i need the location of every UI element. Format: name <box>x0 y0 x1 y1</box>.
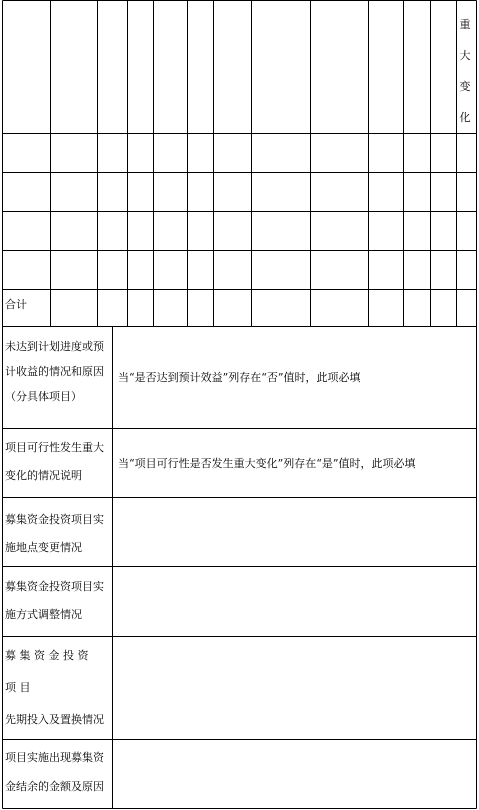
vertical-header-char: 大 <box>459 49 471 62</box>
label-line: （分具体项目） <box>5 390 82 403</box>
section-label-location-change <box>5 511 104 555</box>
label-line: 募 集 资 金 投 资 <box>5 649 89 662</box>
section-label-method-adjustment <box>5 578 104 622</box>
section-desc-unmet-progress: 当“是否达到预计效益”列存在“否”值时，此项必填 <box>118 371 361 384</box>
vertical-header-char: 变 <box>459 80 471 93</box>
section-label-feasibility-change <box>5 439 104 483</box>
label-line: 项目实施出现募集资 <box>5 751 104 764</box>
vertical-header-char: 重 <box>459 18 471 31</box>
label-line: 施方式调整情况 <box>5 608 82 621</box>
total-label: 合计 <box>5 298 27 311</box>
label-line: 先期投入及置换情况 <box>5 713 104 726</box>
section-label-unmet-progress <box>5 338 104 404</box>
label-line: 募集资金投资项目实 <box>5 513 104 526</box>
section-label-surplus-funds <box>5 749 104 794</box>
section-label-prior-investment <box>5 647 104 727</box>
label-line: 施地点变更情况 <box>5 541 82 554</box>
label-line: 计收益的情况和原因 <box>5 365 104 378</box>
label-line: 项目可行性发生重大 <box>5 441 104 454</box>
vertical-header-char: 化 <box>459 111 471 124</box>
section-desc-feasibility-change: 当“项目可行性是否发生重大变化”列存在“是”值时，此项必填 <box>118 457 416 470</box>
label-line: 项 目 <box>5 681 31 694</box>
label-line: 募集资金投资项目实 <box>5 580 104 593</box>
label-line: 未达到计划进度或预 <box>5 340 104 353</box>
label-line: 金结余的金额及原因 <box>5 780 104 793</box>
label-line: 变化的情况说明 <box>5 469 82 482</box>
